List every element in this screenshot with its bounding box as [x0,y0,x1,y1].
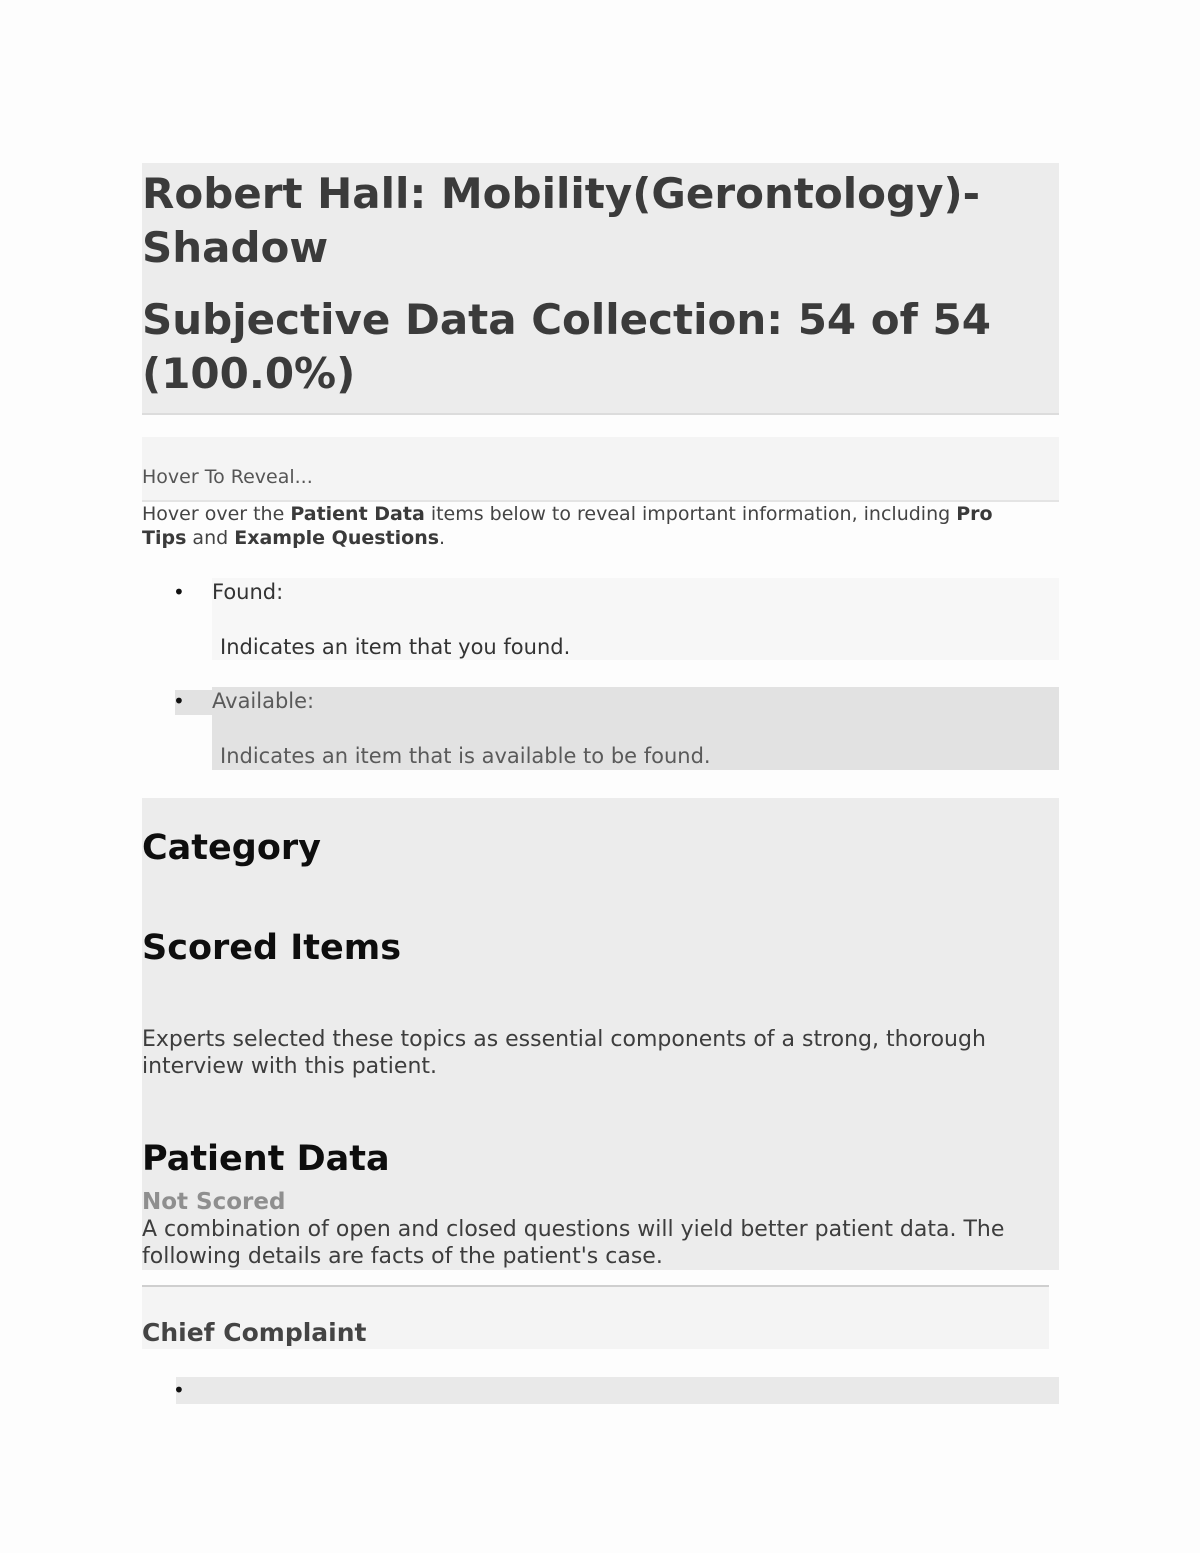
scored-items-description: Experts selected these topics as essential components of a strong, thorough interview with this patient. [142,1027,986,1079]
chief-complaint-bullet: • [173,1378,185,1402]
hover-desc-pro-tips: Pro Tips [142,503,993,549]
chief-complaint-item[interactable] [176,1377,1059,1404]
hover-to-reveal-label: Hover To Reveal... [142,466,313,488]
legend-found-term: Found: [212,580,284,604]
category-block [142,798,1059,1270]
hover-to-reveal-box[interactable] [142,437,1059,502]
hover-desc-patient-data: Patient Data [290,503,425,525]
hover-desc-text: items below to reveal important information, including [424,503,957,525]
hover-desc-text: . [439,527,446,549]
scored-items-heading: Scored Items [142,928,402,968]
legend-found-definition: Indicates an item that you found. [220,635,571,659]
not-scored-label: Not Scored [142,1189,286,1215]
category-heading: Category [142,828,321,868]
patient-data-description: A combination of open and closed questions will yield better patient data. The following details are facts of the patient's case. [142,1217,1005,1269]
hover-description [142,502,1042,550]
hover-desc-example-questions: Example Questions [234,527,440,549]
legend-available-item [212,687,1059,770]
legend-found-bullet: • [173,580,185,604]
legend-found-item [212,578,1059,660]
header-block [142,163,1059,415]
legend-available-bullet: • [173,689,185,713]
hover-desc-text: Hover over the [142,503,291,525]
chief-complaint-header [142,1287,1049,1349]
legend-available-term: Available: [212,689,315,713]
hover-desc-text: and [186,527,235,549]
patient-data-heading: Patient Data [142,1139,390,1179]
legend-available-definition: Indicates an item that is available to be found. [220,744,711,768]
collection-score-title: Subjective Data Collection: 54 of 54 (100.0%) [142,295,991,398]
chief-complaint-heading: Chief Complaint [142,1318,367,1347]
page-title: Robert Hall: Mobility(Gerontology)- Shadow [142,169,981,272]
